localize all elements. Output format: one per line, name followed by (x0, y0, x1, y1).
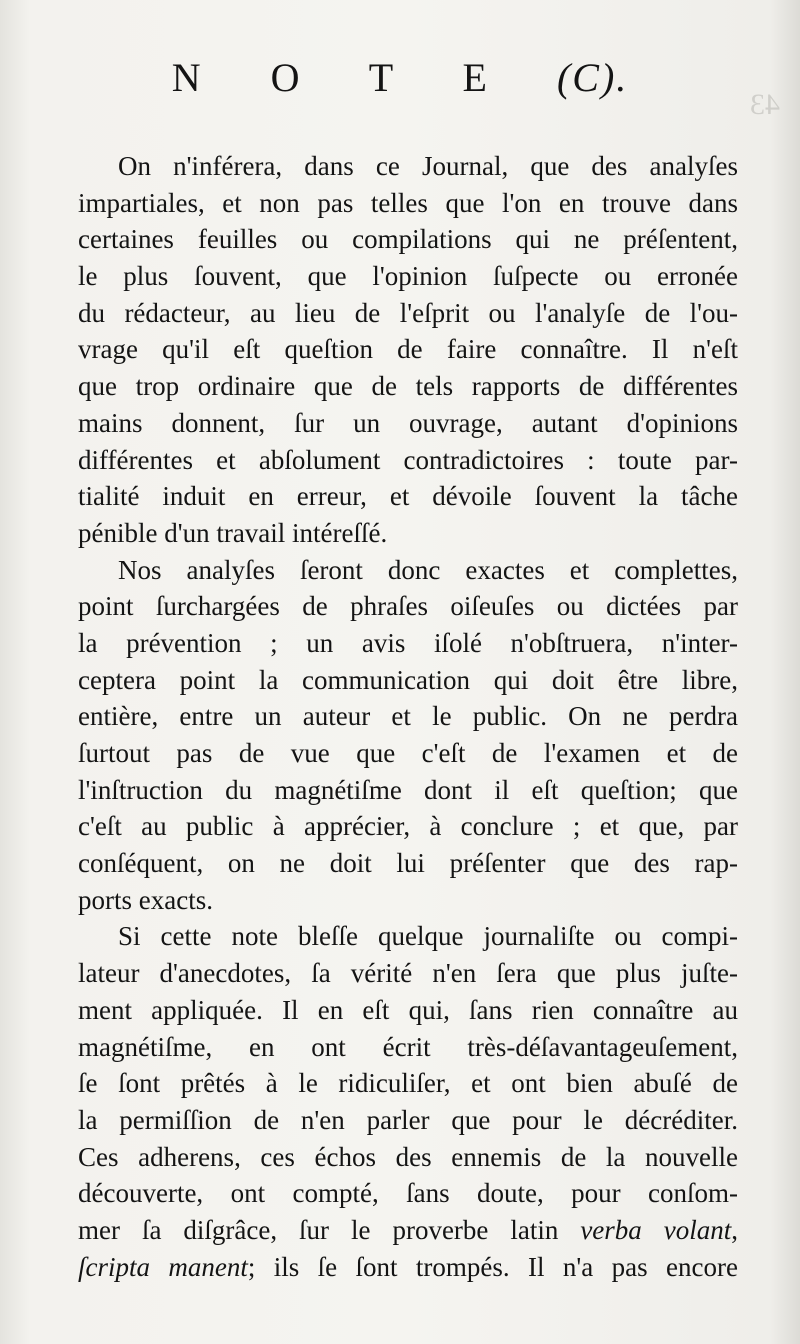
text-line: conſéquent, on ne doit lui préſenter que des rap- (78, 848, 738, 879)
text-line: pénible d'un travail intéreſſé. (78, 517, 388, 548)
text-line: entière, entre un auteur et le public. On ne perdra (78, 701, 738, 732)
title-text: N O T E (171, 55, 517, 100)
text-line: Si cette note bleſſe quelque journaliſte ou compi- (118, 921, 738, 952)
body-text (78, 148, 738, 1285)
text-line: certaines feuilles ou compilations qui ne préſentent, (78, 224, 738, 255)
text-line: découverte, ont compté, ſans doute, pour conſom- (78, 1178, 738, 1209)
text-line: ſurtout pas de vue que c'eſt de l'examen et de (78, 738, 738, 768)
text-line (78, 1212, 738, 1249)
text-line: ſe ſont prêtés à le ridiculiſer, et ont bien abuſé de (78, 1068, 738, 1099)
latin-phrase: verba volant (580, 1214, 732, 1245)
text-line: ceptera point la communication qui doit être libre, (78, 664, 738, 695)
latin-phrase: ſcripta manent (78, 1251, 248, 1282)
text-line: du rédacteur, au lieu de l'eſprit ou l'analyſe de l'ou- (78, 297, 738, 328)
text-line: la prévention ; un avis iſolé n'obſtruera, n'inter- (78, 627, 738, 658)
text-line: le plus ſouvent, que l'opinion ſuſpecte ou erronée (78, 261, 738, 292)
bleed-through-page-number: 43 (750, 88, 780, 121)
text-line: la permiſſion de n'en parler que pour le décréditer. (78, 1104, 738, 1135)
text-line: lateur d'anecdotes, ſa vérité n'en ſera que plus juſte- (78, 958, 738, 989)
text-line: que trop ordinaire que de tels rapports de différentes (78, 371, 738, 402)
text-line: Nos analyſes ſeront donc exactes et complettes, (118, 554, 738, 585)
text-line: On n'inférera, dans ce Journal, que des analyſes (118, 151, 738, 181)
text-line: ment appliquée. Il en eſt qui, ſans rien connaître au (78, 994, 738, 1025)
text-line: tialité induit en erreur, et dévoile ſouvent la tâche (78, 481, 738, 512)
text-line: ports exacts. (78, 884, 213, 915)
text-fragment: , (731, 1214, 739, 1245)
text-line: vrage qu'il eſt queſtion de faire connaître. Il n'eſt (78, 334, 738, 365)
text-line: Ces adherens, ces échos des ennemis de la nouvelle (78, 1141, 738, 1172)
text-line: l'inſtruction du magnétiſme dont il eſt queſtion; que (78, 774, 738, 805)
text-fragment: mer ſa diſgrâce, ſur le proverbe latin (78, 1214, 559, 1245)
text-line: point ſurchargées de phraſes oiſeuſes ou dictées par (78, 591, 738, 622)
text-fragment: ; ils ſe ſont trompés. Il n'a pas encore (247, 1251, 738, 1282)
page-title (0, 54, 800, 102)
title-reference: (C). (556, 55, 629, 100)
text-line: impartiales, et non pas telles que l'on en trouve dans (78, 187, 738, 218)
text-line: différentes et abſolument contradictoires : toute par- (78, 444, 738, 475)
text-line: c'eſt au public à apprécier, à conclure ; et que, par (78, 811, 738, 842)
text-line: magnétiſme, en ont écrit très-déſavantageuſement, (78, 1031, 738, 1062)
text-line (78, 1249, 738, 1286)
text-line: mains donnent, ſur un ouvrage, autant d'opinions (78, 407, 738, 438)
